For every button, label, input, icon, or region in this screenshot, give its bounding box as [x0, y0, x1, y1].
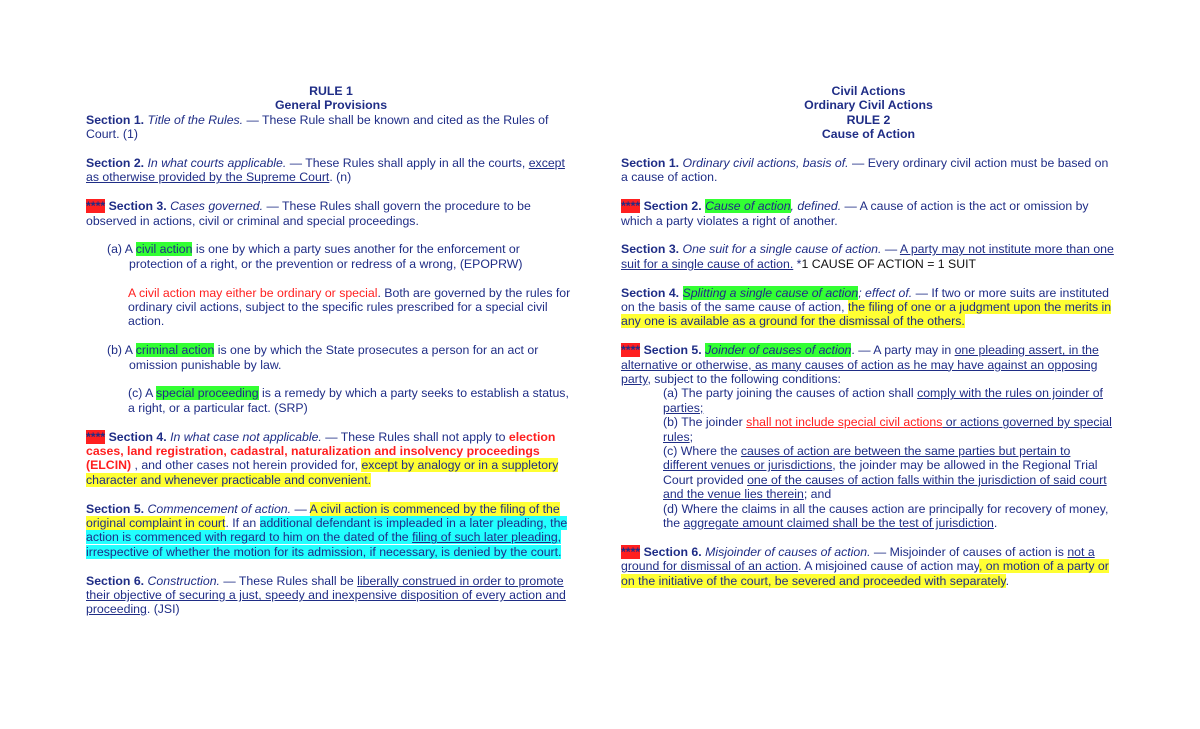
importance-stars: **** — [86, 429, 106, 444]
civil-action-note: A civil action may either be ordinary or special. Both are governed by the rules for ordinary civil actions, subject to the specific rules prescribed for a special civil action. — [128, 285, 571, 329]
rule2-section-2: **** Section 2. Cause of action, defined. — A cause of action is the act or omission by which a party violates a right of another. — [621, 199, 1089, 228]
ordinary-civil-actions-heading: Ordinary Civil Actions — [804, 98, 933, 113]
criminal-action-definition: (b) A criminal action is one by which the State prosecutes a person for an act or omission punishable by law. — [107, 343, 539, 372]
civil-action-definition: (a) A civil action is one by which a party sues another for the enforcement or protection of a right, or the prevention or redress of a wrong, (EPOPRW) — [107, 242, 523, 271]
civil-actions-heading: Civil Actions — [831, 84, 906, 98]
right-column — [621, 84, 1116, 603]
importance-stars: **** — [621, 343, 641, 358]
joinder-condition-d: (d) Where the claims in all the causes action are principally for recovery of money, the aggregate amount claimed shall be the test of jurisdiction. — [663, 501, 1109, 531]
left-column — [86, 84, 576, 631]
rule-1-subtitle: General Provisions — [274, 98, 388, 113]
rule-2-title: RULE 2 — [846, 112, 891, 127]
joinder-condition-c: (c) Where the causes of action are between the same parties but pertain to different venues or jurisdictions, the joinder may be allowed in the Regional Trial Court provided one of the causes of action falls within the jurisdiction of said court and the venue lies therein; and — [663, 444, 1107, 502]
rule1-section-2: Section 2. In what courts applicable. — These Rules shall apply in all the courts, except as otherwise provided by the Supreme Court. (n) — [86, 156, 565, 185]
cause-of-action-heading: Cause of Action — [821, 127, 916, 142]
rule1-section-6: Section 6. Construction. — These Rules shall be liberally construed in order to promote their objective of securing a just, speedy and inexpensive disposition of every action and proceeding. (JSI) — [86, 573, 566, 617]
importance-stars: **** — [86, 199, 106, 214]
rule1-section-1: Section 1. Title of the Rules. — These Rule shall be known and cited as the Rules of Court. (1) — [86, 112, 549, 142]
rule2-section-5: **** Section 5. Joinder of causes of action. — A party may in one pleading assert, in the alternative or otherwise, as many causes of action as he may have against an opposing party, subject to the following conditions: — [621, 343, 1099, 387]
joinder-condition-b: (b) The joinder shall not include special civil actions or actions governed by special rules; — [663, 415, 1112, 444]
rule2-section-6: **** Section 6. Misjoinder of causes of action. — Misjoinder of causes of action is not a ground for dismissal of an action. A misjoined cause of action may, on motion of a party or on the initiative of the court, be severed and proceeded with separately. — [621, 544, 1109, 588]
importance-stars: **** — [621, 199, 641, 214]
rule2-section-3: Section 3. One suit for a single cause of action. — A party may not institute more than one suit for a single cause of action. *1 CAUSE OF ACTION = 1 SUIT — [621, 242, 1114, 271]
joinder-condition-a: (a) The party joining the causes of action shall comply with the rules on joinder of parties; — [663, 386, 1103, 415]
importance-stars: **** — [621, 544, 641, 559]
rule2-section-1: Section 1. Ordinary civil actions, basis of. — Every ordinary civil action must be based on a cause of action. — [621, 156, 1109, 185]
rule-1-title: RULE 1 — [309, 84, 353, 98]
rule1-section-3: **** Section 3. Cases governed. — These Rules shall govern the procedure to be observed in actions, civil or criminal and special proceedings. — [86, 199, 531, 228]
rule2-section-4: Section 4. Splitting a single cause of action; effect of. — If two or more suits are instituted on the basis of the same cause of action, the filing of one or a judgment upon the merits in any one is available as a ground for the dismissal of the others. — [621, 285, 1112, 329]
rule1-section-5: Section 5. Commencement of action. — A civil action is commenced by the filing of the original complaint in court. If an additional defendant is impleaded in a later pleading, the action is commenced with regard to him on the dated of the filing of such later pleading, irrespective of whether the motion for its admission, if necessary, is denied by the court. — [86, 501, 568, 559]
special-proceeding-definition: (c) A special proceeding is a remedy by which a party seeks to establish a status, a right, or a particular fact. (SRP) — [128, 386, 569, 415]
rule1-section-4: **** Section 4. In what case not applicable. — These Rules shall not apply to election cases, land registration, cadastral, naturalization and insolvency proceedings (ELCIN) , and other cases not herein provided for, except by analogy or in a suppletory character and whenever practicable and convenient. — [86, 429, 559, 487]
